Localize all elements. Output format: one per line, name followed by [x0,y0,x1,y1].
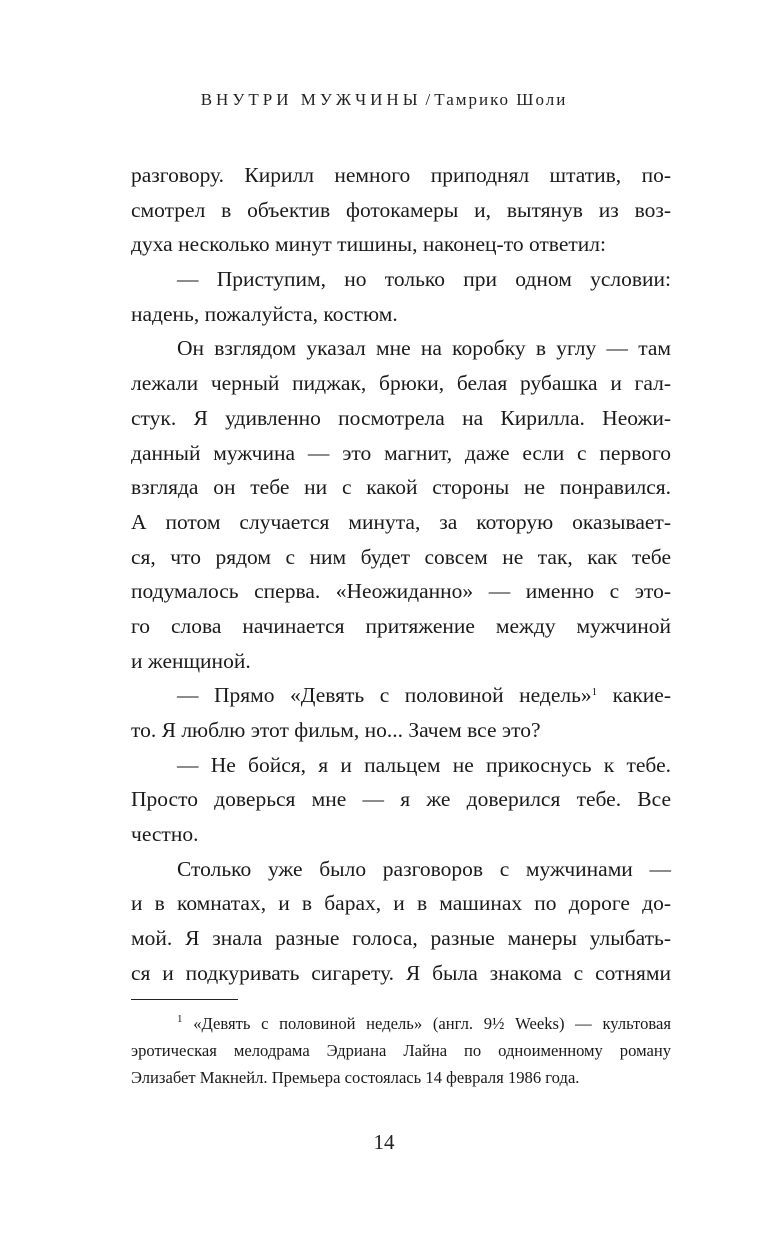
text-line: го слова начинается притяжение между мужчиной [131,613,671,638]
text-line: А потом случается минута, за которую оказывает- [131,509,671,534]
footnote-marker: 1 [177,1013,183,1025]
text-line: мой. Я знала разные голоса, разные манеры улыбать- [131,926,671,951]
text-line: смотрел в объектив фотокамеры и, вытянув из воз- [131,197,671,222]
text-line: честно. [131,822,199,847]
text-line: Столько уже было разговоров с мужчинами — [177,856,671,881]
footnote-divider [131,999,238,1000]
header-separator: / [425,90,431,109]
text-line: и в комнатах, и в барах, и в машинах по дороге до- [131,891,671,916]
footnote-line [131,1010,671,1037]
page-number: 14 [373,1130,395,1154]
text-line: стук. Я удивленно посмотрела на Кирилла. Неожи- [131,405,671,430]
text-line: ся, что рядом с ним будет совсем не так, как тебе [131,544,671,569]
text-line: и женщиной. [131,648,251,673]
text-line [131,678,671,713]
text-line: взгляда он тебе ни с какой стороны не понравился. [131,475,671,500]
book-title: ВНУТРИ МУЖЧИНЫ [200,90,422,109]
footnote-text: «Девять с половиной недель» (англ. 9½ Weeks) — культовая [182,1014,671,1033]
text-line: данный мужчина — это магнит, даже если с первого [131,440,671,465]
text-line: лежали черный пиджак, брюки, белая рубашка и гал- [131,371,671,396]
text-segment: какие- [597,683,671,708]
footnote-line: Элизабет Макнейл. Премьера состоялась 14 февраля 1986 года. [131,1068,580,1087]
text-line: разговору. Кирилл немного приподнял штатив, по- [131,163,671,187]
text-line: надень, пожалуйста, костюм. [131,301,398,326]
text-line: духа несколько минут тишины, наконец-то ответил: [131,232,606,257]
author-name: Тамрико Шоли [434,90,568,109]
footnote [131,1010,671,1091]
text-segment: — Прямо «Девять с половиной недель» [177,683,592,708]
text-line: подумалось сперва. «Неожиданно» — именно с это- [131,579,671,604]
text-line: — Не бойся, я и пальцем не прикоснусь к тебе. [177,752,671,777]
running-head [0,90,768,110]
text-line: ся и подкуривать сигарету. Я была знакома с сотнями [131,960,671,985]
text-line: — Приступим, но только при одном условии: [177,267,671,292]
text-line: то. Я люблю этот фильм, но... Зачем все это? [131,718,541,742]
footnote-reference: 1 [591,686,598,699]
footnote-line: эротическая мелодрама Эдриана Лайна по одноименному роману [131,1041,671,1060]
text-line: Просто доверься мне — я же доверился тебе. Все [131,787,671,812]
text-line: Он взглядом указал мне на коробку в углу — там [177,336,671,361]
body-text [131,158,671,991]
